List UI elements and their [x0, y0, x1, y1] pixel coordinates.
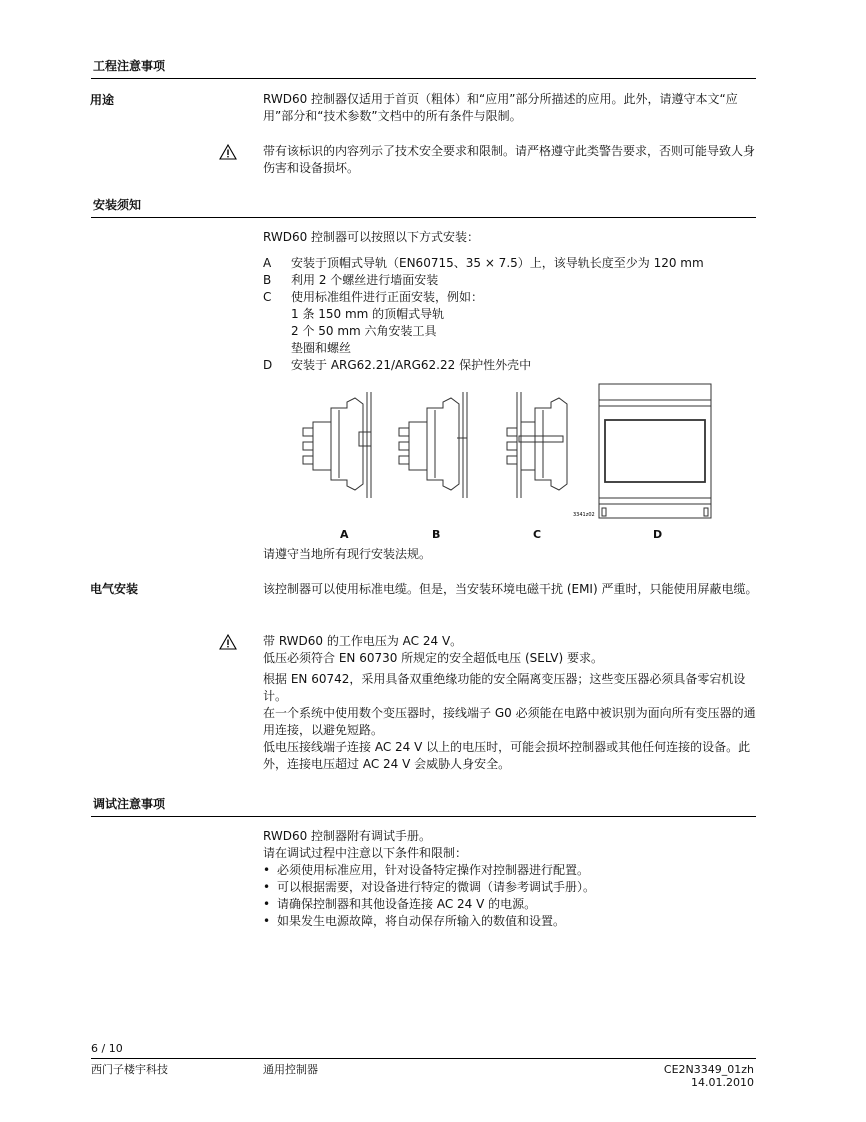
- mount-b-drawing: [399, 392, 467, 498]
- usage-label: 用途: [90, 93, 115, 107]
- footer-doc-id: CE2N3349_01zh: [663, 1063, 754, 1076]
- electrical-text: 该控制器可以使用标准电缆。但是，当安装环境电磁干扰 (EMI) 严重时，只能使用屏蔽电缆。: [263, 582, 758, 596]
- page-section-title: 工程注意事项: [93, 59, 166, 73]
- mount-d-drawing: [599, 384, 711, 518]
- mounting-illustration: [295, 380, 715, 520]
- install-item-a: A 安装于顶帽式导轨（EN60715、35 × 7.5）上，该导轨长度至少为 120 mm: [263, 256, 704, 270]
- electrical-voltage-text: 低电压接线端子连接 AC 24 V 以上的电压时，可能会损坏控制器或其他任何连接的设备。此外，连接电压超过 AC 24 V 会威胁人身安全。: [263, 740, 751, 771]
- install-item-d: D 安装于 ARG62.21/ARG62.22 保护性外壳中: [263, 358, 532, 372]
- installation-heading: 安装须知: [93, 198, 142, 212]
- commissioning-rule: [91, 816, 756, 817]
- usage-warning-text: 带有该标识的内容列示了技术安全要求和限制。请严格遵守此类警告要求，否则可能导致人身伤害和设备损坏。: [263, 144, 756, 175]
- footer-rule: [91, 1058, 756, 1059]
- install-c-sub-3: 垫圈和螺丝: [291, 341, 352, 355]
- figure-label-d: D: [653, 528, 663, 541]
- commissioning-text: [263, 828, 758, 930]
- list-item: • 可以根据需要，对设备进行特定的微调（请参考调试手册）。: [263, 880, 596, 894]
- figure-label-b: B: [432, 528, 441, 541]
- list-item: • 请确保控制器和其他设备连接 AC 24 V 的电源。: [263, 897, 537, 911]
- install-c-sub-2: 2 个 50 mm 六角安装工具: [291, 324, 437, 338]
- warning-triangle-icon: [219, 634, 237, 650]
- page-number: 6 / 10: [91, 1042, 123, 1055]
- mount-a-drawing: [303, 392, 371, 498]
- installation-intro: RWD60 控制器可以按照以下方式安装：: [263, 230, 480, 244]
- header-rule: [91, 78, 756, 79]
- electrical-transformer-text: 根据 EN 60742，采用具备双重绝缘功能的安全隔离变压器；这些变压器必须具备零宕机设计。: [263, 672, 746, 703]
- commissioning-line-2: 请在调试过程中注意以下条件和限制：: [263, 846, 468, 860]
- install-item-c: C 使用标准组件进行正面安装，例如：: [263, 290, 484, 304]
- footer-date: 14.01.2010: [691, 1076, 754, 1089]
- list-item: • 必须使用标准应用，针对设备特定操作对控制器进行配置。: [263, 863, 590, 877]
- install-c-sub-1: 1 条 150 mm 的顶帽式导轨: [291, 307, 445, 321]
- electrical-warning-line-1: 带 RWD60 的工作电压为 AC 24 V。: [263, 634, 463, 648]
- commissioning-heading: 调试注意事项: [93, 797, 166, 811]
- install-item-b: B 利用 2 个螺丝进行墙面安装: [263, 273, 439, 287]
- footer-product: 通用控制器: [263, 1063, 318, 1076]
- commissioning-line-1: RWD60 控制器附有调试手册。: [263, 829, 432, 843]
- figure-code: 3341z02: [573, 512, 595, 518]
- electrical-warning: [263, 633, 758, 773]
- installation-rule: [91, 217, 756, 218]
- footer-company: 西门子楼宇科技: [91, 1063, 168, 1076]
- electrical-g0-text: 在一个系统中使用数个变压器时，接线端子 G0 必须能在电路中被识别为面向所有变压器的通用连接，以避免短路。: [263, 706, 756, 737]
- electrical-warning-line-2: 低压必须符合 EN 60730 所规定的安全超低电压 (SELV) 要求。: [263, 651, 603, 665]
- electrical-label: 电气安装: [90, 582, 139, 596]
- list-item: • 如果发生电源故障，将自动保存所输入的数值和设置。: [263, 914, 566, 928]
- installation-list: [263, 229, 758, 374]
- figure-label-c: C: [533, 528, 542, 541]
- figure-label-a: A: [340, 528, 349, 541]
- usage-text: RWD60 控制器仅适用于首页（粗体）和“应用”部分所描述的应用。此外，请遵守本文“应用”部分和“技术参数”文档中的所有条件与限制。: [263, 92, 738, 123]
- installation-regulations: 请遵守当地所有现行安装法规。: [263, 547, 432, 561]
- mount-c-drawing: [507, 392, 567, 498]
- warning-triangle-icon: [219, 144, 237, 160]
